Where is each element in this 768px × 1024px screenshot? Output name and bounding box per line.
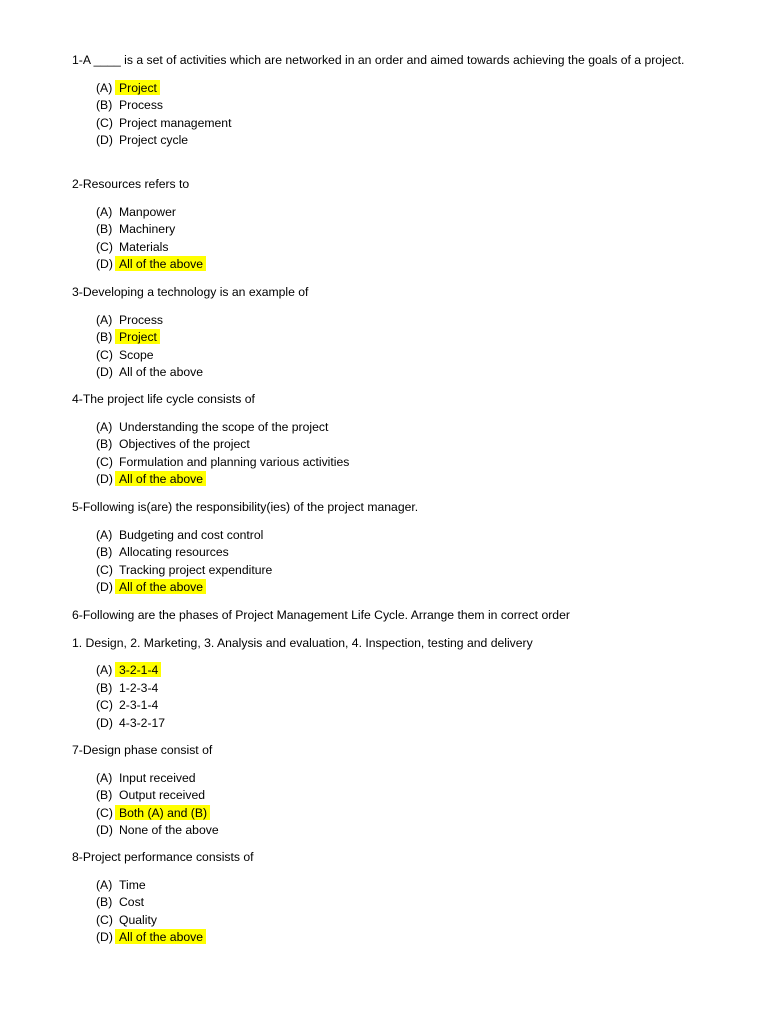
option-b xyxy=(96,894,722,912)
option-label: (D) xyxy=(96,823,113,838)
option-c xyxy=(96,562,722,580)
option-label: (A) xyxy=(96,80,113,95)
option-a xyxy=(96,204,722,222)
option-c xyxy=(96,697,722,715)
option-a xyxy=(96,527,722,545)
option-text: Materials xyxy=(119,239,169,254)
option-label: (A) xyxy=(96,312,113,327)
option-text: Project xyxy=(115,80,160,95)
option-text: Allocating resources xyxy=(119,545,229,560)
option-label: (B) xyxy=(96,680,113,695)
option-b xyxy=(96,680,722,698)
option-d xyxy=(96,256,722,274)
option-text: Input received xyxy=(119,770,196,785)
question-text: 8-Project performance consists of xyxy=(72,850,254,864)
option-label: (D) xyxy=(96,472,113,487)
question-7 xyxy=(72,742,722,840)
question-text: 5-Following is(are) the responsibility(ies) of the project manager. xyxy=(72,500,419,514)
option-a xyxy=(96,662,722,680)
option-label: (B) xyxy=(96,222,113,237)
option-label: (C) xyxy=(96,805,113,820)
option-text: Manpower xyxy=(119,204,176,219)
option-label: (D) xyxy=(96,365,113,380)
option-d xyxy=(96,471,722,489)
option-label: (C) xyxy=(96,454,113,469)
option-c xyxy=(96,912,722,930)
option-d xyxy=(96,579,722,597)
option-text: Process xyxy=(119,312,164,327)
option-text: Scope xyxy=(119,347,154,362)
option-label: (C) xyxy=(96,912,113,927)
question-2 xyxy=(72,176,722,274)
option-text: Project cycle xyxy=(119,133,189,148)
option-list xyxy=(72,204,722,274)
option-text: Objectives of the project xyxy=(119,437,250,452)
option-text: 4-3-2-17 xyxy=(119,715,166,730)
option-label: (D) xyxy=(96,930,113,945)
option-label: (A) xyxy=(96,663,113,677)
option-text: Cost xyxy=(119,895,145,910)
option-text: 2-3-1-4 xyxy=(119,698,159,713)
option-text: Time xyxy=(119,877,146,892)
option-label: (A) xyxy=(96,770,113,785)
option-label: (C) xyxy=(96,562,113,577)
option-label: (B) xyxy=(96,330,113,345)
option-text: Formulation and planning various activities xyxy=(119,454,350,469)
option-c xyxy=(96,805,722,823)
option-label: (B) xyxy=(96,545,113,560)
option-c xyxy=(96,115,722,133)
option-b xyxy=(96,221,722,239)
option-text: All of the above xyxy=(119,365,204,380)
option-list xyxy=(72,770,722,840)
option-c xyxy=(96,239,722,257)
option-list xyxy=(72,527,722,597)
option-label: (A) xyxy=(96,877,113,892)
option-label: (B) xyxy=(96,895,113,910)
question-text: 1-A ____ is a set of activities which are networked in an order and aimed towards achieving the goals of a project. xyxy=(72,53,685,67)
option-d xyxy=(96,929,722,947)
question-text: 3-Developing a technology is an example of xyxy=(72,285,309,299)
option-a xyxy=(96,877,722,895)
option-text: All of the above xyxy=(115,256,206,271)
option-b xyxy=(96,329,722,347)
option-text: Quality xyxy=(119,912,157,927)
option-text: All of the above xyxy=(115,929,206,944)
option-list xyxy=(72,80,722,150)
option-text: 1-2-3-4 xyxy=(119,680,159,695)
option-label: (A) xyxy=(96,204,113,219)
question-4 xyxy=(72,391,722,489)
question-text: 7-Design phase consist of xyxy=(72,743,213,757)
option-text: All of the above xyxy=(115,579,206,594)
option-list xyxy=(72,419,722,489)
option-text: Machinery xyxy=(119,222,176,237)
option-b xyxy=(96,544,722,562)
option-text: Budgeting and cost control xyxy=(119,527,264,542)
question-1 xyxy=(72,52,722,150)
option-label: (C) xyxy=(96,115,113,130)
option-text: Output received xyxy=(119,788,206,803)
question-text: 6-Following are the phases of Project Management Life Cycle. Arrange them in correct order xyxy=(72,608,570,622)
option-label: (D) xyxy=(96,715,113,730)
option-list xyxy=(72,312,722,382)
option-b xyxy=(96,436,722,454)
option-text: Process xyxy=(119,98,164,113)
option-d xyxy=(96,364,722,382)
option-label: (C) xyxy=(96,239,113,254)
option-text: Both (A) and (B) xyxy=(115,805,210,820)
option-c xyxy=(96,454,722,472)
option-list xyxy=(72,877,722,947)
option-label: (B) xyxy=(96,437,113,452)
option-c xyxy=(96,347,722,365)
option-b xyxy=(96,97,722,115)
question-subtext: 1. Design, 2. Marketing, 3. Analysis and evaluation, 4. Inspection, testing and delivery xyxy=(72,635,533,650)
question-text: 2-Resources refers to xyxy=(72,177,190,191)
question-text: 4-The project life cycle consists of xyxy=(72,392,255,406)
option-text: 3-2-1-4 xyxy=(115,662,161,677)
question-3 xyxy=(72,284,722,382)
option-a xyxy=(96,770,722,788)
question-8 xyxy=(72,849,722,947)
question-5 xyxy=(72,499,722,597)
option-label: (B) xyxy=(96,98,113,113)
option-label: (D) xyxy=(96,580,113,595)
option-a xyxy=(96,312,722,330)
option-label: (C) xyxy=(96,347,113,362)
option-label: (D) xyxy=(96,257,113,272)
option-label: (B) xyxy=(96,788,113,803)
option-label: (C) xyxy=(96,698,113,713)
option-text: Project management xyxy=(119,115,232,130)
option-label: (D) xyxy=(96,133,113,148)
option-text: Tracking project expenditure xyxy=(119,562,273,577)
option-b xyxy=(96,787,722,805)
option-label: (A) xyxy=(96,419,113,434)
option-list xyxy=(72,662,722,732)
option-a xyxy=(96,419,722,437)
question-6 xyxy=(72,607,722,732)
option-d xyxy=(96,822,722,840)
option-d xyxy=(96,132,722,150)
option-text: Project xyxy=(115,329,160,344)
option-label: (A) xyxy=(96,527,113,542)
option-text: Understanding the scope of the project xyxy=(119,419,329,434)
option-d xyxy=(96,715,722,733)
option-text: None of the above xyxy=(119,823,219,838)
option-text: All of the above xyxy=(115,471,206,486)
option-a xyxy=(96,80,722,98)
